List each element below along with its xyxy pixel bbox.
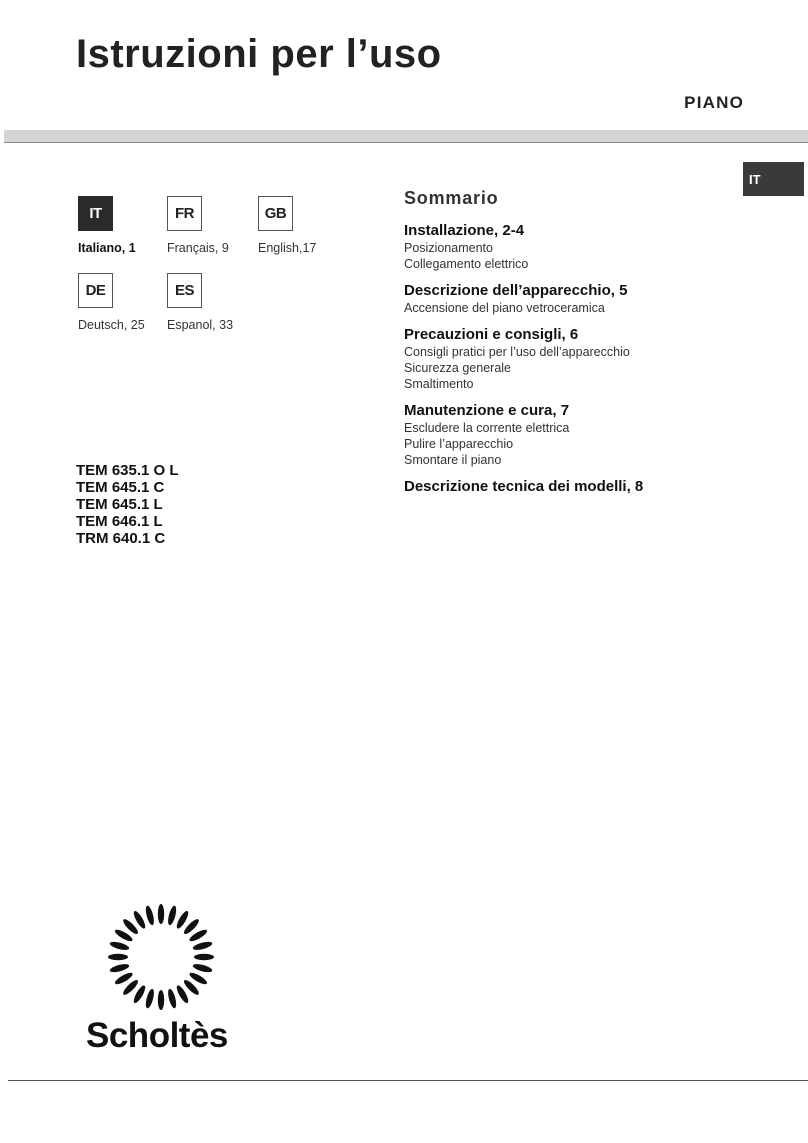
language-side-tab: IT — [743, 162, 804, 196]
model-list — [76, 462, 179, 547]
toc-section-title: Installazione, 2-4 — [404, 222, 525, 239]
language-es — [167, 273, 234, 332]
toc-section-title: Descrizione dell’apparecchio, 5 — [404, 282, 628, 299]
language-code-box: DE — [78, 273, 113, 308]
toc-section-descrizione — [404, 281, 784, 316]
toc-item: Consigli pratici per l’uso dell’apparecchio — [404, 345, 630, 359]
language-it — [78, 196, 136, 255]
toc-item: Escludere la corrente elettrica — [404, 421, 570, 435]
language-label: Italiano, 1 — [78, 241, 136, 255]
language-label: Espanol, 33 — [167, 318, 234, 332]
table-of-contents — [404, 188, 784, 505]
header-rule — [4, 130, 808, 143]
language-label: Deutsch, 25 — [78, 318, 145, 332]
language-label: English,17 — [258, 241, 317, 255]
toc-section-manutenzione — [404, 401, 784, 468]
product-category: PIANO — [684, 93, 744, 112]
language-code-box: IT — [78, 196, 113, 231]
model-name: TEM 646.1 L — [76, 513, 163, 530]
model-name: TRM 640.1 C — [76, 530, 166, 547]
toc-section-installazione — [404, 221, 784, 272]
language-code-box: ES — [167, 273, 202, 308]
toc-item: Accensione del piano vetroceramica — [404, 301, 605, 315]
sun-logo-icon — [102, 898, 220, 1016]
footer-rule — [8, 1080, 808, 1081]
toc-item: Sicurezza generale — [404, 361, 512, 375]
toc-section-descrizione-tecnica — [404, 477, 784, 496]
language-code-box: GB — [258, 196, 293, 231]
page-title: Istruzioni per l’uso — [76, 32, 442, 76]
toc-item: Smontare il piano — [404, 453, 502, 467]
language-code-box: FR — [167, 196, 202, 231]
toc-section-precauzioni — [404, 325, 784, 392]
toc-section-title: Precauzioni e consigli, 6 — [404, 326, 579, 343]
brand-name: Scholtès — [86, 1016, 228, 1055]
model-name: TEM 645.1 L — [76, 496, 163, 513]
toc-item: Pulire l’apparecchio — [404, 437, 514, 451]
toc-section-title: Descrizione tecnica dei modelli, 8 — [404, 478, 644, 495]
language-label: Français, 9 — [167, 241, 229, 255]
toc-item: Posizionamento — [404, 241, 493, 255]
model-name: TEM 645.1 C — [76, 479, 165, 496]
toc-section-title: Manutenzione e cura, 7 — [404, 402, 570, 419]
model-name: TEM 635.1 O L — [76, 462, 179, 479]
brand-logo — [86, 898, 236, 1063]
toc-item: Smaltimento — [404, 377, 474, 391]
toc-item: Collegamento elettrico — [404, 257, 529, 271]
language-de — [78, 273, 145, 332]
language-gb — [258, 196, 317, 255]
toc-title: Sommario — [404, 188, 499, 208]
language-fr — [167, 196, 229, 255]
